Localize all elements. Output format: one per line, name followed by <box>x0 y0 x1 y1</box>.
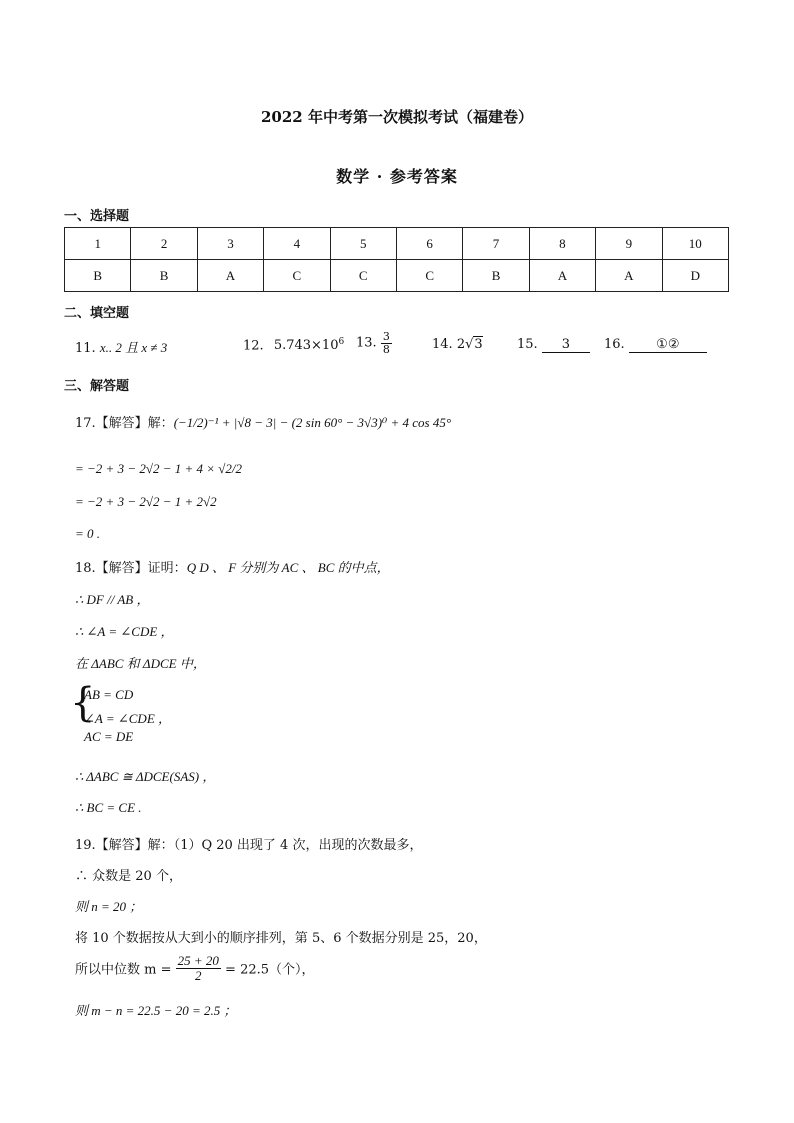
q17-step-2: = −2 + 3 − 2√2 − 1 + 2√2 <box>75 494 217 509</box>
q19-step-1: ∴ 众数是 20 个， <box>75 869 182 884</box>
fraction <box>176 954 221 982</box>
answer-table-number-row <box>65 228 729 260</box>
q19-median-line <box>75 954 315 982</box>
q19-median-value: = 22.5（个）， <box>225 962 315 978</box>
table-cell: C <box>264 260 330 292</box>
table-cell: D <box>662 260 728 292</box>
system-brace: { <box>70 680 96 726</box>
fill-answer-16 <box>604 337 707 353</box>
table-cell: B <box>463 260 529 292</box>
question-number: 13. <box>356 335 377 351</box>
denominator: 2 <box>195 967 202 983</box>
answer-radicand: 3 <box>474 337 483 352</box>
q18-condition-2: ∠A = ∠CDE ， <box>84 711 172 726</box>
q17-result: = 0 . <box>75 526 101 541</box>
q18-premise: Q D 、 F 分别为 AC 、 BC 的中点， <box>186 560 390 575</box>
q19-median-label: 所以中位数 m = <box>75 962 176 978</box>
q18-step-3: 在 ΔABC 和 ΔDCE 中， <box>75 656 206 671</box>
table-cell: B <box>65 260 131 292</box>
q17-expression: (−1/2)⁻¹ + |√8 − 3| − (2 sin 60° − 3√3)⁰ + 4 cos 45° <box>173 415 452 430</box>
q18-step-1: ∴ DF // AB ， <box>75 592 150 607</box>
fill-answer-11 <box>75 337 167 356</box>
table-cell: 5 <box>330 228 396 260</box>
answer-table <box>64 227 729 292</box>
table-cell: A <box>529 260 595 292</box>
table-cell: B <box>131 260 197 292</box>
fraction <box>381 331 392 355</box>
q19-label: 19.【解答】解： <box>75 838 174 853</box>
q18-condition-3: AC = DE <box>84 729 134 744</box>
page-subtitle: 数学 · 参考答案 <box>336 167 458 186</box>
question-number: 16. <box>604 337 625 352</box>
fill-answer-15 <box>517 337 590 353</box>
answer-blank: 3 <box>542 337 590 353</box>
table-cell: A <box>197 260 263 292</box>
table-cell: C <box>396 260 462 292</box>
q17-step-1: = −2 + 3 − 2√2 − 1 + 4 × √2/2 <box>75 461 243 476</box>
table-cell: C <box>330 260 396 292</box>
numerator: 25 + 20 <box>177 953 219 968</box>
table-cell: 3 <box>197 228 263 260</box>
fill-answer-13 <box>356 331 392 355</box>
question-number: 12. <box>243 338 264 354</box>
fill-answer-12 <box>243 337 344 353</box>
answer-coefficient: 2 <box>456 337 466 352</box>
answer-exponent: 6 <box>338 337 345 347</box>
section-heading-solve: 三、解答题 <box>64 379 130 394</box>
table-cell: 10 <box>662 228 728 260</box>
section-heading-choice: 一、选择题 <box>64 209 130 224</box>
q19-first-line <box>75 834 422 853</box>
section-heading-fill: 二、填空题 <box>64 306 130 321</box>
table-cell: 9 <box>596 228 662 260</box>
numerator: 3 <box>382 330 390 343</box>
table-cell: 8 <box>529 228 595 260</box>
table-cell: A <box>596 260 662 292</box>
answer-blank: ①② <box>629 337 707 353</box>
q18-condition-1: AB = CD <box>84 687 134 702</box>
q18-step-4: ∴ ΔABC ≅ ΔDCE(SAS) ， <box>75 769 216 784</box>
page-title: 2022 年中考第一次模拟考试（福建卷） <box>261 108 533 126</box>
table-cell: 1 <box>65 228 131 260</box>
answer-text: x.. 2 且 x ≠ 3 <box>99 340 168 355</box>
table-cell: 4 <box>264 228 330 260</box>
q17-label: 17.【解答】解： <box>75 416 174 431</box>
question-number: 11. <box>75 341 96 356</box>
q18-result: ∴ BC = CE . <box>75 800 142 815</box>
q17-first-line <box>75 412 451 431</box>
denominator: 8 <box>382 342 390 356</box>
question-number: 15. <box>517 337 538 352</box>
answer-table-answer-row <box>65 260 729 292</box>
table-cell: 6 <box>396 228 462 260</box>
fill-answer-14: 14. 2√3 <box>432 337 483 352</box>
table-cell: 7 <box>463 228 529 260</box>
answer-base: 5.743×10 <box>273 338 339 354</box>
q19-statement: （1）Q 20 出现了 4 次，出现的次数最多， <box>173 838 423 853</box>
question-number: 14. <box>432 337 453 352</box>
q18-step-2: ∴ ∠A = ∠CDE ， <box>75 624 174 639</box>
q18-label: 18.【解答】证明： <box>75 561 187 576</box>
table-cell: 2 <box>131 228 197 260</box>
q19-step-2: 则 n = 20 ； <box>75 899 143 914</box>
q18-first-line <box>75 557 390 576</box>
q19-step-5: 则 m − n = 22.5 − 20 = 2.5 ； <box>75 1003 237 1018</box>
q19-step-3: 将 10 个数据按从大到小的顺序排列，第 5、6 个数据分别是 25，20， <box>75 931 487 946</box>
